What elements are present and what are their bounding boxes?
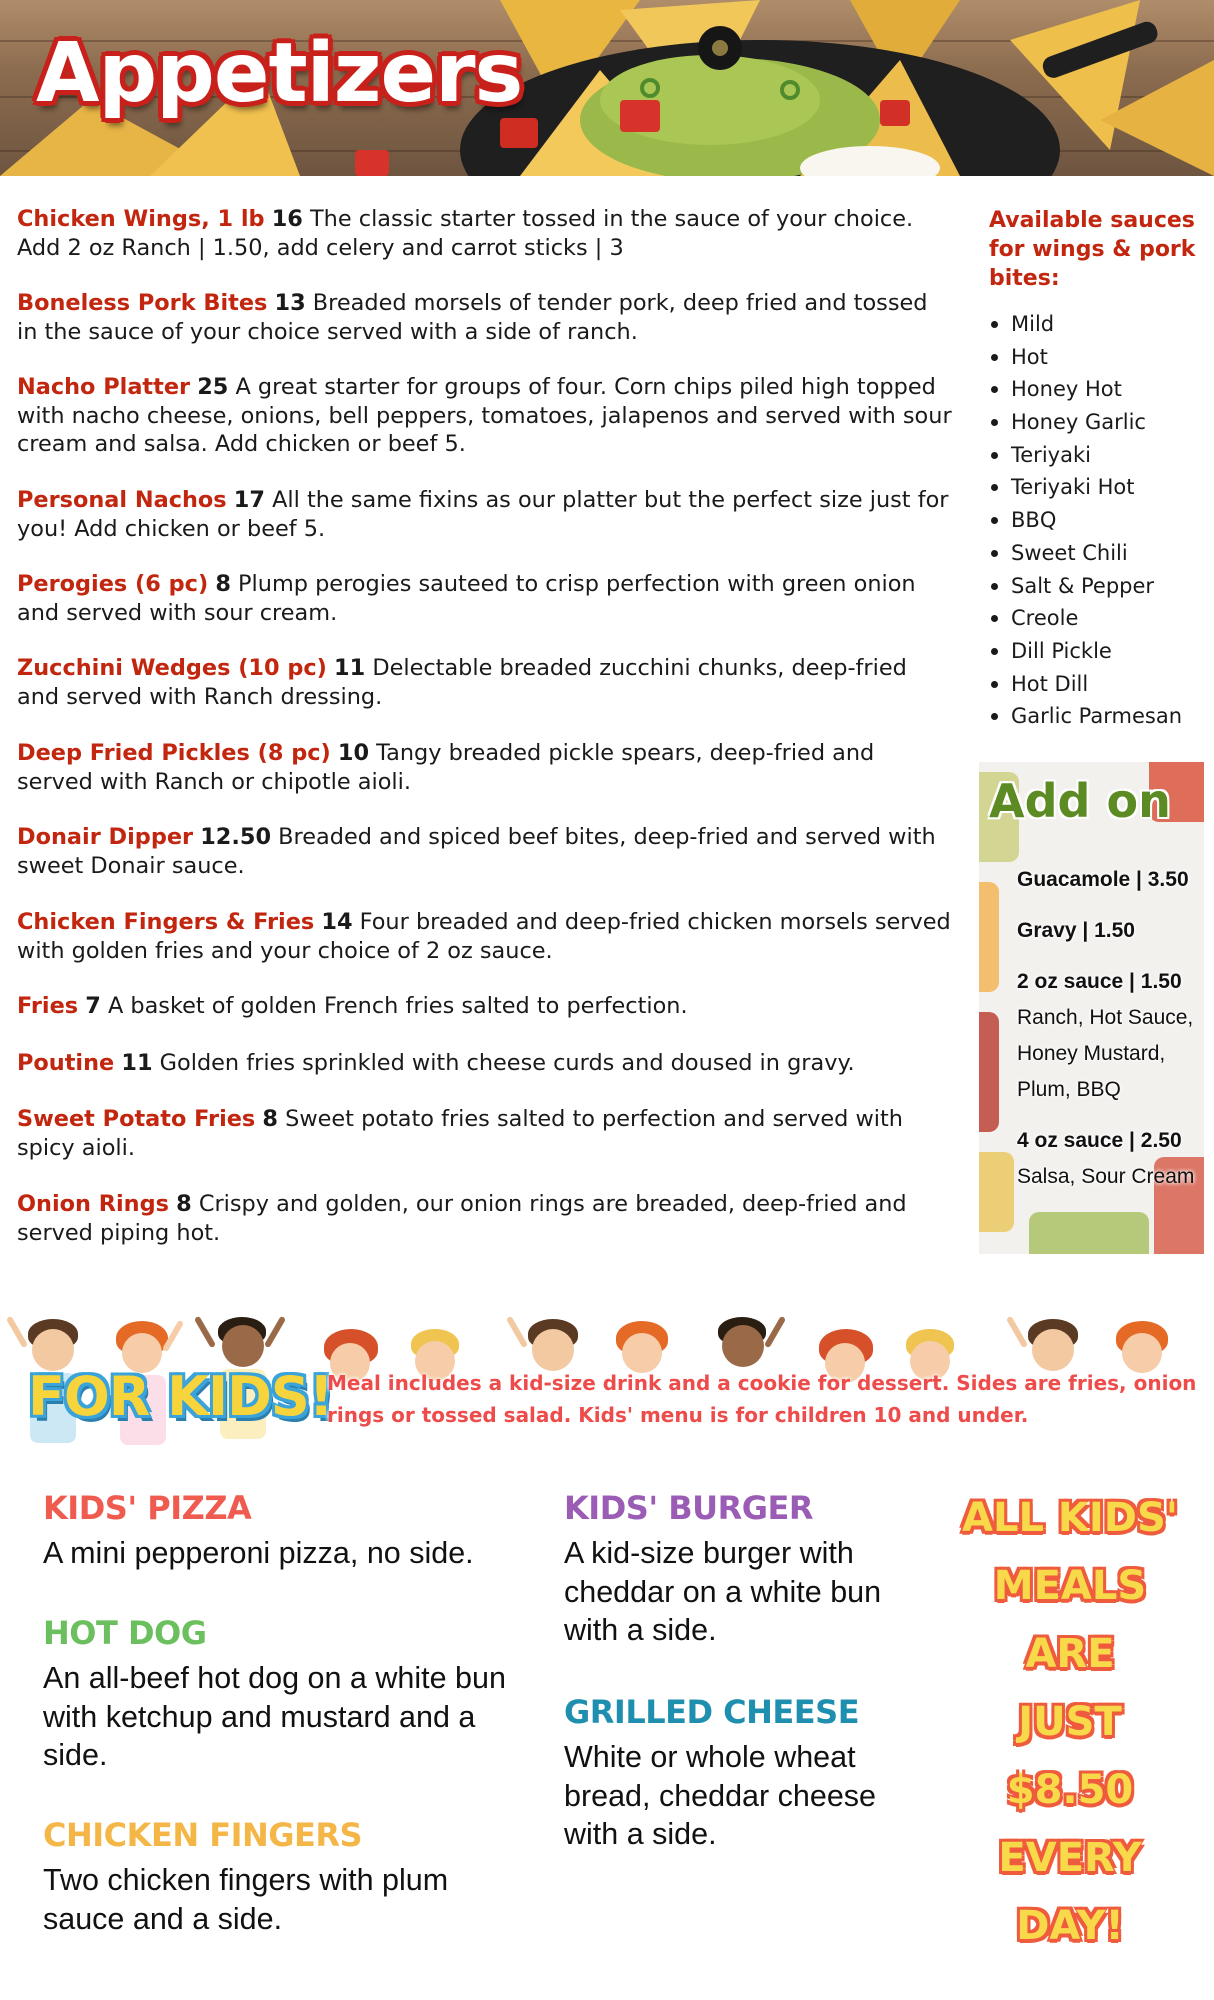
- kids-menu-item: [43, 1488, 533, 1573]
- list-item: [989, 341, 1204, 374]
- list-item: [989, 471, 1204, 504]
- item-name: Poutine: [17, 1050, 115, 1076]
- sauce-name: Dill Pickle: [1011, 638, 1112, 663]
- item-description: Four breaded and deep-fried chicken morsels served with golden fries and your choice of 2 oz sauce.: [17, 909, 951, 964]
- item-description: Breaded and spiced beef bites, deep-fried and served with sweet Donair sauce.: [17, 824, 936, 879]
- item-price: 13: [274, 290, 306, 316]
- item-description: All the same fixins as our platter but the perfect size just for you! Add chicken or beef 5.: [17, 487, 949, 542]
- bullet-icon: [991, 386, 998, 393]
- bullet-icon: [991, 517, 998, 524]
- addon-gravy: Gravy | 1.50: [1017, 919, 1135, 942]
- kids-item-description: An all-beef hot dog on a white bun with ketchup and mustard and a side.: [43, 1661, 506, 1772]
- sauce-cup-image: [979, 1012, 999, 1132]
- menu-item: [17, 289, 952, 346]
- item-price: 10: [337, 740, 370, 766]
- sauces-heading: Available sauces for wings & pork bites:: [989, 208, 1196, 291]
- sauce-name: Hot Dill: [1011, 671, 1089, 696]
- item-name: Sweet Potato Fries: [17, 1106, 256, 1132]
- addon-panel: [979, 762, 1204, 1254]
- menu-item: [17, 373, 952, 459]
- bullet-icon: [991, 419, 998, 426]
- item-name: Donair Dipper: [17, 824, 194, 850]
- item-description: Crispy and golden, our onion rings are breaded, deep-fried and served piping hot.: [17, 1191, 907, 1246]
- item-name: Zucchini Wedges (10 pc): [17, 655, 327, 681]
- item-price: 16: [271, 206, 303, 232]
- menu-item: [17, 739, 952, 796]
- menu-item: [17, 823, 952, 880]
- kids-menu-item: [564, 1692, 934, 1854]
- item-price: 11: [121, 1050, 153, 1076]
- menu-item: [17, 654, 952, 711]
- item-name: Deep Fried Pickles (8 pc): [17, 740, 331, 766]
- addon-4oz-sauce: 4 oz sauce | 2.50: [1017, 1129, 1182, 1152]
- item-name: Chicken Fingers & Fries: [17, 909, 315, 935]
- list-item: [989, 635, 1204, 668]
- kids-menu-item: [564, 1488, 934, 1650]
- sauce-name: BBQ: [1011, 508, 1057, 533]
- kids-item-description: Two chicken fingers with plum sauce and a side.: [43, 1863, 449, 1936]
- page-title: Appetizers: [36, 26, 523, 121]
- sauce-name: Sweet Chili: [1011, 540, 1128, 565]
- list-item: [989, 439, 1204, 472]
- item-price: 25: [197, 374, 229, 400]
- addon-4oz-options: Salsa, Sour Cream: [1017, 1165, 1195, 1188]
- bullet-icon: [991, 713, 998, 720]
- kids-banner: [0, 1305, 1214, 1455]
- kids-item-description: White or whole wheat bread, cheddar cheese with a side.: [564, 1740, 876, 1851]
- item-description: Breaded morsels of tender pork, deep fried and tossed in the sauce of your choice served with a side of ranch.: [17, 290, 928, 345]
- item-name: Nacho Platter: [17, 374, 191, 400]
- sauce-cup-image: [1029, 1212, 1149, 1254]
- list-item: [989, 537, 1204, 570]
- item-price: 17: [233, 487, 265, 513]
- list-item: [989, 570, 1204, 603]
- bullet-icon: [991, 321, 998, 328]
- menu-item: [17, 570, 952, 627]
- item-price: 14: [321, 909, 353, 935]
- kids-item-title: KIDS' PIZZA: [43, 1489, 252, 1527]
- item-name: Chicken Wings, 1 lb: [17, 206, 265, 232]
- sauce-name: Creole: [1011, 606, 1079, 631]
- kids-item-title: KIDS' BURGER: [564, 1489, 814, 1527]
- addon-guacamole: Guacamole | 3.50: [1017, 868, 1189, 891]
- menu-item: [17, 486, 952, 543]
- kids-item-title: HOT DOG: [43, 1614, 207, 1652]
- kids-item-description: A mini pepperoni pizza, no side.: [43, 1536, 474, 1570]
- item-description: The classic starter tossed in the sauce of your choice. Add 2 oz Ranch | 1.50, add celery and carrot sticks | 3: [17, 206, 914, 261]
- promo-line: EVERY: [998, 1835, 1142, 1881]
- sauce-name: Honey Garlic: [1011, 410, 1146, 435]
- list-item: [989, 308, 1204, 341]
- sauce-name: Garlic Parmesan: [1011, 704, 1183, 729]
- sauce-cup-image: [979, 1152, 1014, 1232]
- item-description: Delectable breaded zucchini chunks, deep-fried and served with Ranch dressing.: [17, 655, 907, 710]
- item-price: 8: [176, 1191, 192, 1217]
- promo-line: DAY!: [1016, 1903, 1124, 1949]
- item-price: 8: [262, 1106, 278, 1132]
- list-item: [989, 700, 1204, 733]
- addon-2oz-options: Plum, BBQ: [1017, 1078, 1121, 1101]
- promo-line: ALL KIDS': [962, 1495, 1178, 1541]
- item-name: Onion Rings: [17, 1191, 169, 1217]
- list-item: [989, 504, 1204, 537]
- menu-item: [17, 1190, 952, 1247]
- bullet-icon: [991, 681, 998, 688]
- menu-item: [17, 1049, 952, 1078]
- kids-meal-note: Meal includes a kid-size drink and a cookie for dessert. Sides are fries, onion rings or tossed salad. Kids' menu is for children 10 and under.: [327, 1371, 1197, 1427]
- for-kids-logo: FOR KIDS!: [28, 1365, 333, 1428]
- promo-line: MEALS: [993, 1563, 1147, 1609]
- list-item: [989, 406, 1204, 439]
- bullet-icon: [991, 550, 998, 557]
- item-name: Personal Nachos: [17, 487, 227, 513]
- addon-2oz-options: Ranch, Hot Sauce,: [1017, 1006, 1194, 1029]
- item-name: Boneless Pork Bites: [17, 290, 268, 316]
- kids-price-promo: [950, 1484, 1190, 1960]
- list-item: [989, 668, 1204, 701]
- bullet-icon: [991, 615, 998, 622]
- sauce-name: Hot: [1011, 344, 1048, 369]
- sauce-name: Teriyaki: [1011, 442, 1091, 467]
- sauce-name: Teriyaki Hot: [1011, 475, 1135, 500]
- sauce-name: Honey Hot: [1011, 377, 1122, 402]
- item-description: Golden fries sprinkled with cheese curds and doused in gravy.: [159, 1050, 855, 1076]
- item-price: 11: [334, 655, 366, 681]
- addon-list: [1017, 862, 1202, 1195]
- item-name: Fries: [17, 993, 79, 1019]
- item-price: 12.50: [200, 824, 272, 850]
- bullet-icon: [991, 648, 998, 655]
- menu-item: [17, 1105, 952, 1162]
- promo-line: JUST: [1018, 1699, 1122, 1745]
- bullet-icon: [991, 484, 998, 491]
- sauce-list: [989, 308, 1204, 733]
- item-price: 7: [85, 993, 101, 1019]
- menu-item: [17, 992, 952, 1021]
- item-description: Tangy breaded pickle spears, deep-fried and served with Ranch or chipotle aioli.: [17, 740, 875, 795]
- kids-menu-item: [43, 1613, 533, 1775]
- item-name: Perogies (6 pc): [17, 571, 209, 597]
- menu-item: [17, 908, 952, 965]
- header-banner: [0, 0, 1214, 176]
- kids-item-title: CHICKEN FINGERS: [43, 1816, 363, 1854]
- item-description: Sweet potato fries salted to perfection and served with spicy aioli.: [17, 1106, 903, 1161]
- list-item: [989, 602, 1204, 635]
- list-item: [989, 373, 1204, 406]
- bullet-icon: [991, 583, 998, 590]
- sauce-cup-image: [979, 882, 999, 992]
- item-price: 8: [215, 571, 231, 597]
- bullet-icon: [991, 452, 998, 459]
- item-description: Plump perogies sauteed to crisp perfection with green onion and served with sour cream.: [17, 571, 916, 626]
- addon-title: Add on: [989, 774, 1171, 828]
- bullet-icon: [991, 354, 998, 361]
- item-description: A basket of golden French fries salted to perfection.: [107, 993, 688, 1019]
- promo-line: ARE: [1025, 1631, 1115, 1677]
- kids-item-title: GRILLED CHEESE: [564, 1693, 860, 1731]
- kids-item-description: A kid-size burger with cheddar on a white bun with a side.: [564, 1536, 882, 1647]
- kids-menu-item: [43, 1815, 533, 1938]
- menu-item: [17, 205, 952, 262]
- sauce-name: Mild: [1011, 312, 1055, 336]
- item-description: A great starter for groups of four. Corn chips piled high topped with nacho cheese, onions, bell peppers, tomatoes, jalapenos and served with sour cream and salsa. Add chicken or beef 5.: [17, 374, 952, 457]
- addon-2oz-options: Honey Mustard,: [1017, 1042, 1166, 1065]
- sauce-name: Salt & Pepper: [1011, 573, 1155, 598]
- promo-line: $8.50: [1006, 1767, 1134, 1813]
- addon-2oz-sauce: 2 oz sauce | 1.50: [1017, 970, 1182, 993]
